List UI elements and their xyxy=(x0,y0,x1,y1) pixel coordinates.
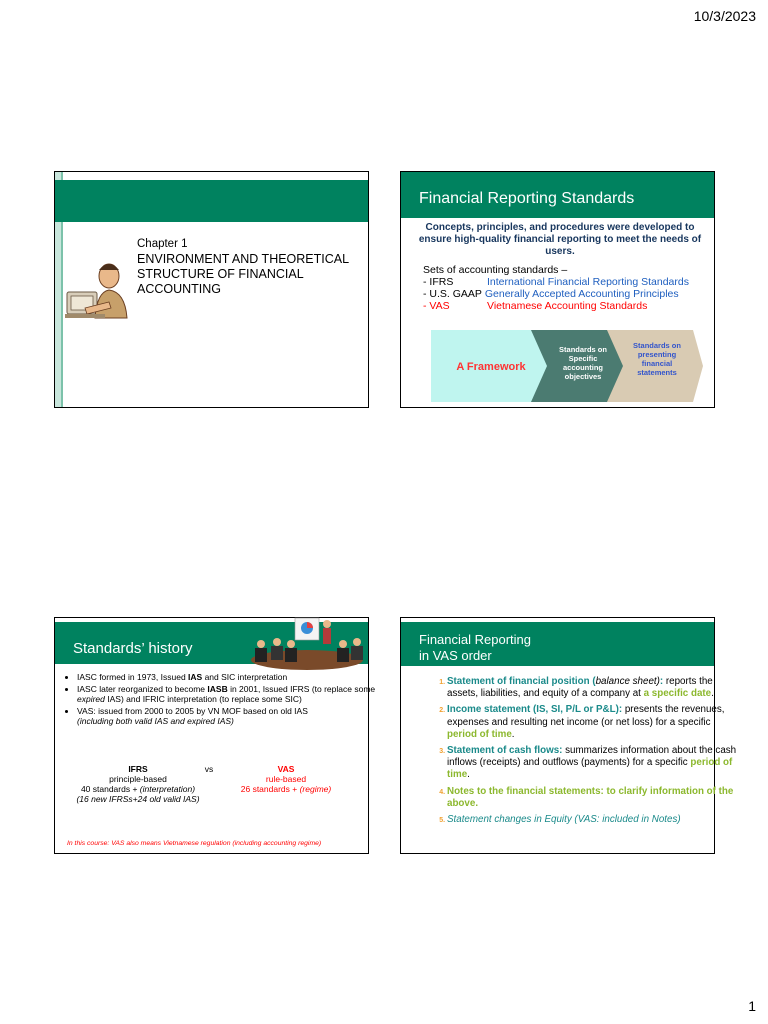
standard-name: Generally Accepted Accounting Principles xyxy=(484,288,679,300)
ifrs-note: (16 new IFRSs+24 old valid IAS) xyxy=(76,794,200,804)
framework-step-1: A Framework xyxy=(456,361,526,373)
standard-code: - U.S. GAAP xyxy=(423,288,482,300)
item-heading: : xyxy=(659,676,664,687)
vas-column xyxy=(231,764,341,794)
item-italic: Statement changes in Equity (VAS: included in Notes) xyxy=(447,814,681,826)
standards-list xyxy=(423,264,713,312)
bullet-bold: IASB xyxy=(207,683,228,694)
standard-name: International Financial Reporting Standards xyxy=(487,276,689,288)
standard-name: Vietnamese Accounting Standards xyxy=(487,300,648,312)
intro-text: Concepts, principles, and procedures were developed to ensure high-quality financial reporting to meet the needs of users. xyxy=(418,222,702,257)
page-date: 10/3/2023 xyxy=(693,8,756,24)
item-highlight: period of time xyxy=(447,728,512,740)
slide-header xyxy=(401,172,714,218)
item-text: . xyxy=(511,728,515,740)
slide-title: Standards’ history xyxy=(73,640,193,657)
statement-item xyxy=(447,814,737,826)
ifrs-count: 40 standards + xyxy=(80,784,140,794)
slide-standards-history xyxy=(54,617,376,854)
slide-title xyxy=(419,632,531,664)
standard-code: - IFRS xyxy=(423,276,454,288)
item-heading: Income statement (IS, SI, P/L or P&L): xyxy=(447,704,623,716)
framework-step-3-line1: Standards on xyxy=(633,341,681,350)
bullet-text: IAS) and IFRIC interpretation (to replace some SIC) xyxy=(104,694,302,704)
slide-header xyxy=(401,622,714,666)
bullet-italic: expired xyxy=(77,694,105,704)
standard-row-vas xyxy=(423,300,713,312)
bullet-bold: IAS xyxy=(188,672,203,682)
statement-item xyxy=(447,676,737,700)
framework-step-3-line2: presenting xyxy=(637,350,677,359)
person-at-computer-clipart xyxy=(65,252,131,322)
item-highlight: Notes to the financial statements: to clarify information of the above. xyxy=(447,785,734,809)
slide-title-line: Financial Reporting xyxy=(419,632,532,647)
history-bullets xyxy=(63,672,377,728)
history-bullet xyxy=(77,706,377,727)
standard-code: - VAS xyxy=(423,300,450,312)
framework-step-2-line1: Standards on xyxy=(559,345,607,354)
item-text: presents the revenues, expenses and resulting net income (or net loss) for a specific xyxy=(447,704,725,728)
framework-step-3-line4: statements xyxy=(637,368,677,377)
slide-chapter-title xyxy=(54,171,369,408)
bullet-text: VAS: issued from 2000 to 2005 by VN MOF based on old IAS xyxy=(77,705,308,716)
slide-title: Financial Reporting Standards xyxy=(419,190,635,207)
vas-count: 26 standards + xyxy=(240,784,300,794)
standard-row-ifrs xyxy=(423,276,713,288)
item-text: . xyxy=(467,769,470,781)
item-italic: balance sheet) xyxy=(595,676,660,687)
item-text: . xyxy=(711,688,714,700)
slide-title-line: in VAS order xyxy=(419,648,492,663)
slide-financial-reporting-vas-order xyxy=(400,617,737,854)
statement-item xyxy=(447,786,737,810)
statements-list xyxy=(415,676,737,830)
bullet-italic: (including both valid IAS and expired IAS) xyxy=(77,716,234,726)
history-bullet xyxy=(77,684,377,705)
framework-chevron-diagram xyxy=(431,326,703,406)
ifrs-count-note: (interpretation) xyxy=(139,784,196,794)
title-band xyxy=(55,180,368,222)
item-heading: Statement of financial position ( xyxy=(447,676,596,687)
item-highlight: period of time xyxy=(447,757,733,781)
slide-financial-reporting-standards xyxy=(400,171,715,408)
vas-basis: rule-based xyxy=(265,774,307,784)
bullet-text: in 2001, Issued IFRS (to replace some xyxy=(227,683,376,694)
business-meeting-clipart xyxy=(247,614,367,672)
vas-count-note: (regime) xyxy=(299,784,332,794)
framework-step-2-line2: Specific xyxy=(568,354,598,363)
item-highlight: a specific date xyxy=(643,688,712,700)
ifrs-label: IFRS xyxy=(128,764,148,774)
page-number: 1 xyxy=(748,998,756,1014)
item-text: reports the assets, liabilities, and equity of a company at xyxy=(447,676,713,700)
statement-item xyxy=(447,704,737,741)
ifrs-column xyxy=(73,764,203,804)
bullet-text: and SIC interpretation xyxy=(202,672,288,682)
chapter-title: ENVIRONMENT AND THEORETICAL STRUCTURE OF FINANCIAL ACCOUNTING xyxy=(137,252,349,296)
standard-row-gaap xyxy=(423,288,713,300)
framework-step-2-line3: accounting xyxy=(562,363,604,372)
vas-label: VAS xyxy=(277,764,295,774)
framework-step-3-line3: financial xyxy=(641,359,673,368)
history-bullet xyxy=(77,672,377,683)
chapter-label: Chapter 1 xyxy=(137,238,188,250)
item-text: summarizes information about the cash inflows (receipts) and outflows (payments) for a specific xyxy=(447,745,737,769)
statement-item xyxy=(447,745,737,782)
course-note: In this course: VAS also means Vietnamese regulation (including accounting regime) xyxy=(67,840,322,847)
vs-label: vs xyxy=(204,764,214,774)
bullet-text: IASC later reorganized to become xyxy=(77,683,208,694)
standards-list-label: Sets of accounting standards – xyxy=(423,264,568,276)
bullet-text: IASC formed in 1973, Issued xyxy=(77,672,189,682)
ifrs-basis: principle-based xyxy=(109,774,167,784)
framework-step-2-line4: objectives xyxy=(564,372,602,381)
item-heading: Statement of cash flows: xyxy=(447,745,563,757)
